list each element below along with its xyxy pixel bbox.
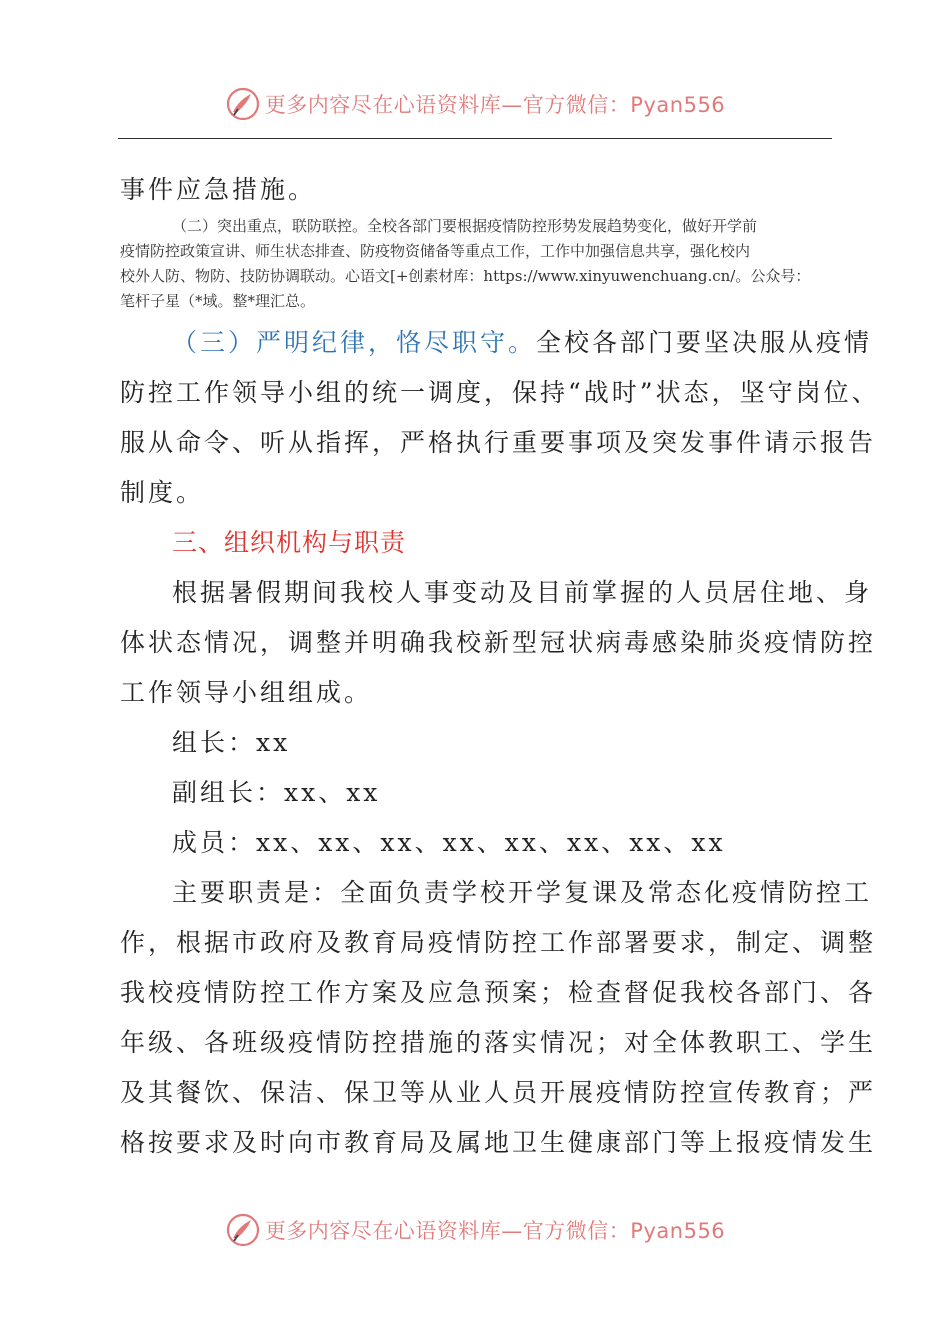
footer-banner-text: 更多内容尽在心语资料库—官方微信：Pyan556 bbox=[264, 1219, 726, 1243]
text-line: 工作领导小组组成。 bbox=[120, 678, 373, 707]
small-text-line: （二）突出重点，联防联控。全校各部门要根据疫情防控形势发展趋势变化，做好开学前 bbox=[172, 217, 758, 235]
members-line: 成员：xx、xx、xx、xx、xx、xx、xx、xx bbox=[172, 828, 726, 857]
deputy-leader-line: 副组长：xx、xx bbox=[172, 778, 381, 807]
header-banner-text: 更多内容尽在心语资料库—官方微信：Pyan556 bbox=[264, 93, 726, 117]
text-line: 服从命令、听从指挥，严格执行重要事项及突发事件请示报告 bbox=[120, 428, 877, 457]
paragraph-3-first-line bbox=[172, 323, 872, 359]
text-line: 及其餐饮、保洁、保卫等从业人员开展疫情防控宣传教育；严 bbox=[120, 1078, 877, 1107]
small-text-line: 校外人防、物防、技防协调联动。心语文[+创素材库：https://www.xinyuwenchuang.cn/。公众号： bbox=[120, 267, 811, 285]
header-divider bbox=[118, 138, 832, 139]
text-line: 年级、各班级疫情防控措施的落实情况；对全体教职工、学生 bbox=[120, 1028, 877, 1057]
text-line: 主要职责是：全面负责学校开学复课及常态化疫情防控工 bbox=[172, 878, 873, 907]
text-line: 制度。 bbox=[120, 478, 205, 507]
small-text-line: 笔杆子星（*域。整*理汇总。 bbox=[120, 292, 316, 310]
text-line: 作，根据市政府及教育局疫情防控工作部署要求，制定、调整 bbox=[120, 928, 877, 957]
pen-logo-icon bbox=[225, 1212, 261, 1248]
pen-logo-icon bbox=[225, 86, 261, 122]
text-span: 全校各部门要坚决服从疫情 bbox=[536, 328, 873, 357]
text-line: 防控工作领导小组的统一调度，保持“战时”状态，坚守岗位、 bbox=[120, 378, 880, 407]
section-title: 三、组织机构与职责 bbox=[172, 528, 407, 557]
leader-line: 组长：xx bbox=[172, 728, 291, 757]
small-text-line: 疫情防控政策宣讲、师生状态排查、防疫物资储备等重点工作，工作中加强信息共享，强化校内 bbox=[120, 242, 751, 260]
text-line: 事件应急措施。 bbox=[120, 175, 317, 204]
text-line: 体状态情况，调整并明确我校新型冠状病毒感染肺炎疫情防控 bbox=[120, 628, 877, 657]
subheading-discipline: （三）严明纪律，恪尽职守。 bbox=[172, 328, 537, 357]
footer-banner bbox=[0, 1210, 950, 1250]
text-line: 根据暑假期间我校人事变动及目前掌握的人员居住地、身 bbox=[172, 578, 873, 607]
text-line: 格按要求及时向市教育局及属地卫生健康部门等上报疫情发生 bbox=[120, 1128, 877, 1157]
header-banner bbox=[0, 84, 950, 124]
text-line: 我校疫情防控工作方案及应急预案；检查督促我校各部门、各 bbox=[120, 978, 877, 1007]
